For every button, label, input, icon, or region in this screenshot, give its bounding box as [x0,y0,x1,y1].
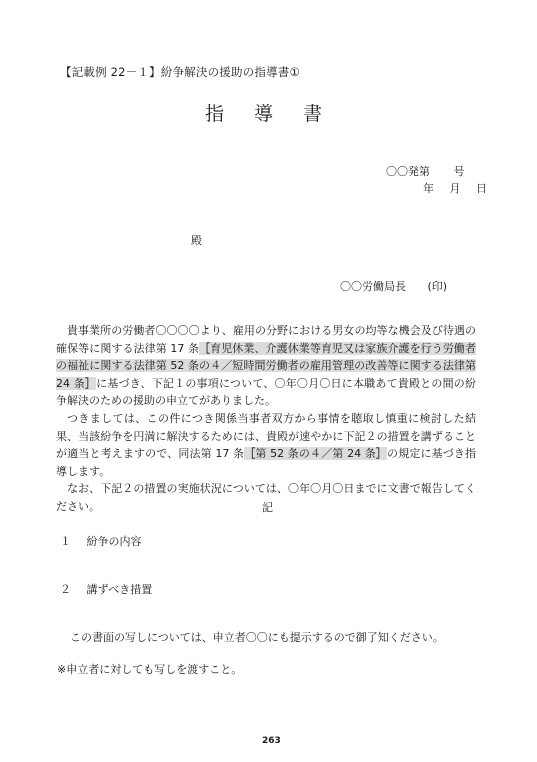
ki-heading: 記 [262,501,273,514]
paragraph-2-text-a: つきましては、この件につき関係当事者双方から事情を聴取し慎重に検討した結果、当該紛争を円満に解決するためには、貴殿が速やかに下記２の措置を講ずることが適当と考えますので、同法第 17 条 [56,411,476,461]
paragraph-1-text-b: に基づき、下記１の事項について、〇年〇月〇日に本職あて貴殿との間の紛争解決のための援助の申立てがありました。 [56,376,477,408]
copy-notice: この書面の写しについては、申立者〇〇にも提示するので御了知ください。 [70,631,444,644]
paragraph-3: なお、下記２の措置の実施状況については、〇年〇月〇日までに文書で報告してください。 [56,482,476,513]
document-date: 年 月 日 [423,182,487,195]
applicant-copy-note: ※申立者に対しても写しを渡すこと。 [57,663,243,676]
highlighted-alternative-1: ［育児休業、介護休業等育児又は家族介護を行う労働者の福祉に関する法律第 52 条の４／短時間労働者の雇用管理の改善等に関する法律第 24 条］ [56,341,477,390]
body-text [56,322,476,516]
sender: 〇〇労働局長 (印) [340,280,448,293]
highlighted-alternative-2: ［第 52 条の４／第 24 条］ [244,447,388,461]
paragraph-2 [56,410,476,480]
paragraph-1-text-a: 貴事業所の労働者〇〇〇〇より、雇用の分野における男女の均等な機会及び待遇の確保等に関する法律第 17 条 [56,324,476,355]
item-1-dispute-content: １ 紛争の内容 [60,535,142,548]
item-2-measures: ２ 講ずべき措置 [60,583,153,596]
page-number: 263 [262,736,281,746]
document-number: 〇〇発第 号 [386,165,465,178]
document-title: 指導書 [205,103,353,125]
paragraph-1 [56,322,476,410]
paragraph-2-text-b: の規定に基づき指導します。 [56,447,477,478]
addressee: 殿 [191,234,202,247]
example-caption: 【記載例 22－１】紛争解決の援助の指導書① [60,65,300,79]
